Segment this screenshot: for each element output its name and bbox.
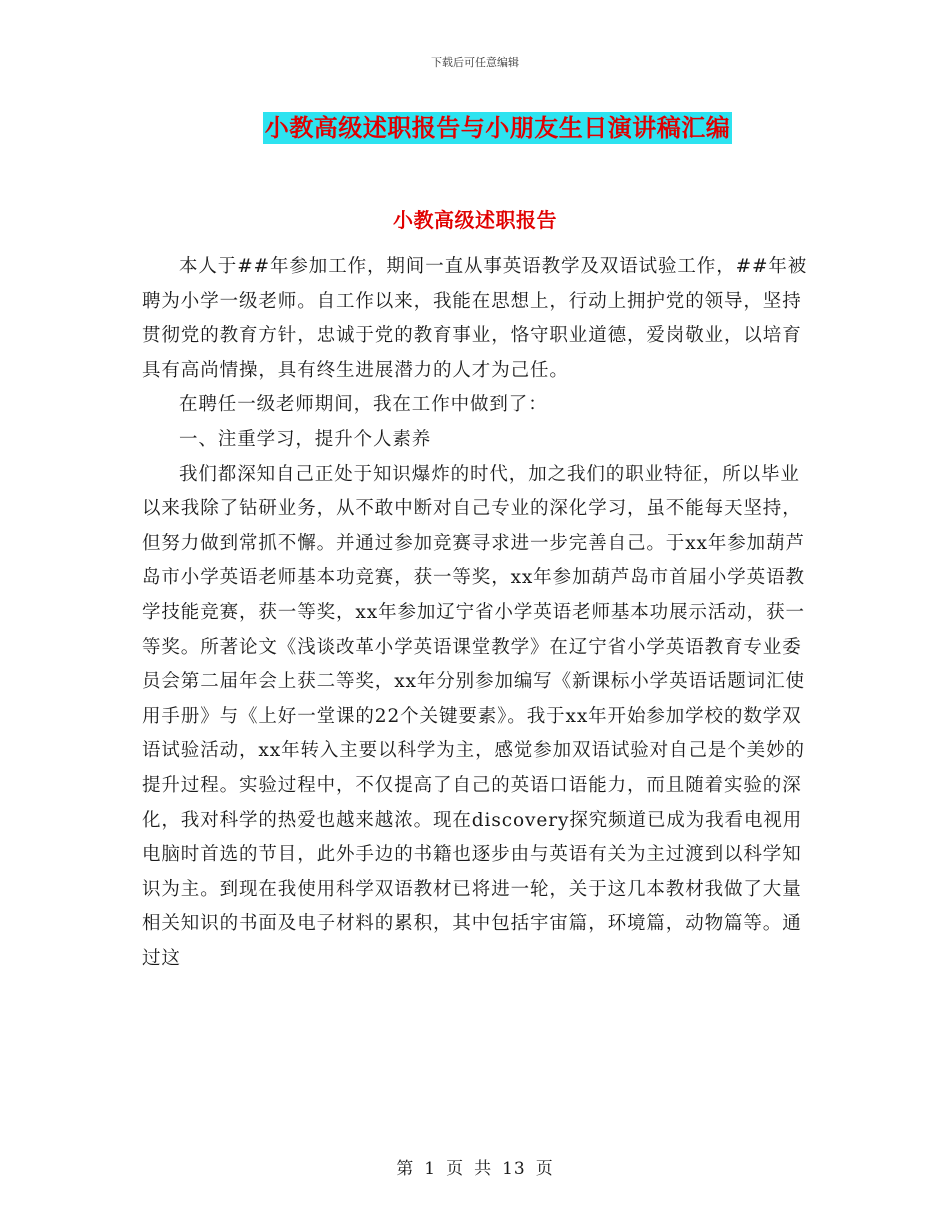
paragraph-intro: 本人于##年参加工作，期间一直从事英语教学及双语试验工作，##年被聘为小学一级老师。自工作以来，我能在思想上，行动上拥护党的领导，坚持贯彻党的教育方针，忠诚于党的教育事业，恪守职业道德，爱岗敬业，以培育具有高尚情操，具有终生进展潜力的人才为己任。 [142,256,808,381]
document-title-wrap [0,112,950,144]
footer-page-unit: 页 [446,1159,465,1179]
section-title: 小教高级述职报告 [393,208,557,232]
page-footer [0,1154,950,1179]
paragraph-heading-1: 一、注重学习，提升个人素养 [179,428,432,450]
document-title: 小教高级述职报告与小朋友生日演讲稿汇编 [264,113,731,142]
paragraph-learning: 我们都深知自己正处于知识爆炸的时代，加之我们的职业特征，所以毕业以来我除了钻研业务，从不敢中断对自己专业的深化学习，虽不能每天坚持，但努力做到常抓不懈。并通过参加竞赛寻求进一步完善自己。于xx年参加葫芦岛市小学英语老师基本功竞赛，获一等奖，xx年参加葫芦岛市首届小学英语教学技能竞赛，获一等奖，xx年参加辽宁省小学英语老师基本功展示活动，获一等奖。所著论文《浅谈改革小学英语课堂教学》在辽宁省小学英语教育专业委员会第二届年会上获二等奖，xx年分别参加编写《新课标小学英语话题词汇使用手册》与《上好一堂课的22个关键要素》。我于xx年开始参加学校的数学双语试验活动，xx年转入主要以科学为主，感觉参加双语试验对自己是个美妙的提升过程。实验过程中，不仅提高了自己的英语口语能力，而且随着实验的深化，我对科学的热爱也越来越浓。现在discovery探究频道已成为我看电视用电脑时首选的节目，此外手边的书籍也逐步由与英语有关为主过渡到以科学知识为主。到现在我使用科学双语教材已将进一轮，关于这几本教材我做了大量相关知识的书面及电子材料的累积，其中包括宇宙篇，环境篇，动物篇等。通过这 [142,463,805,969]
footer-page-number: 1 [424,1159,437,1179]
document-body [142,250,812,976]
footer-total-number: 13 [502,1159,526,1179]
paragraph-lead-in: 在聘任一级老师期间，我在工作中做到了： [179,394,548,416]
footer-page-word: 第 [396,1159,415,1179]
footer-total-unit: 页 [535,1159,554,1179]
header-note: 下载后可任意编辑 [431,56,519,69]
footer-total-word: 共 [474,1159,493,1179]
